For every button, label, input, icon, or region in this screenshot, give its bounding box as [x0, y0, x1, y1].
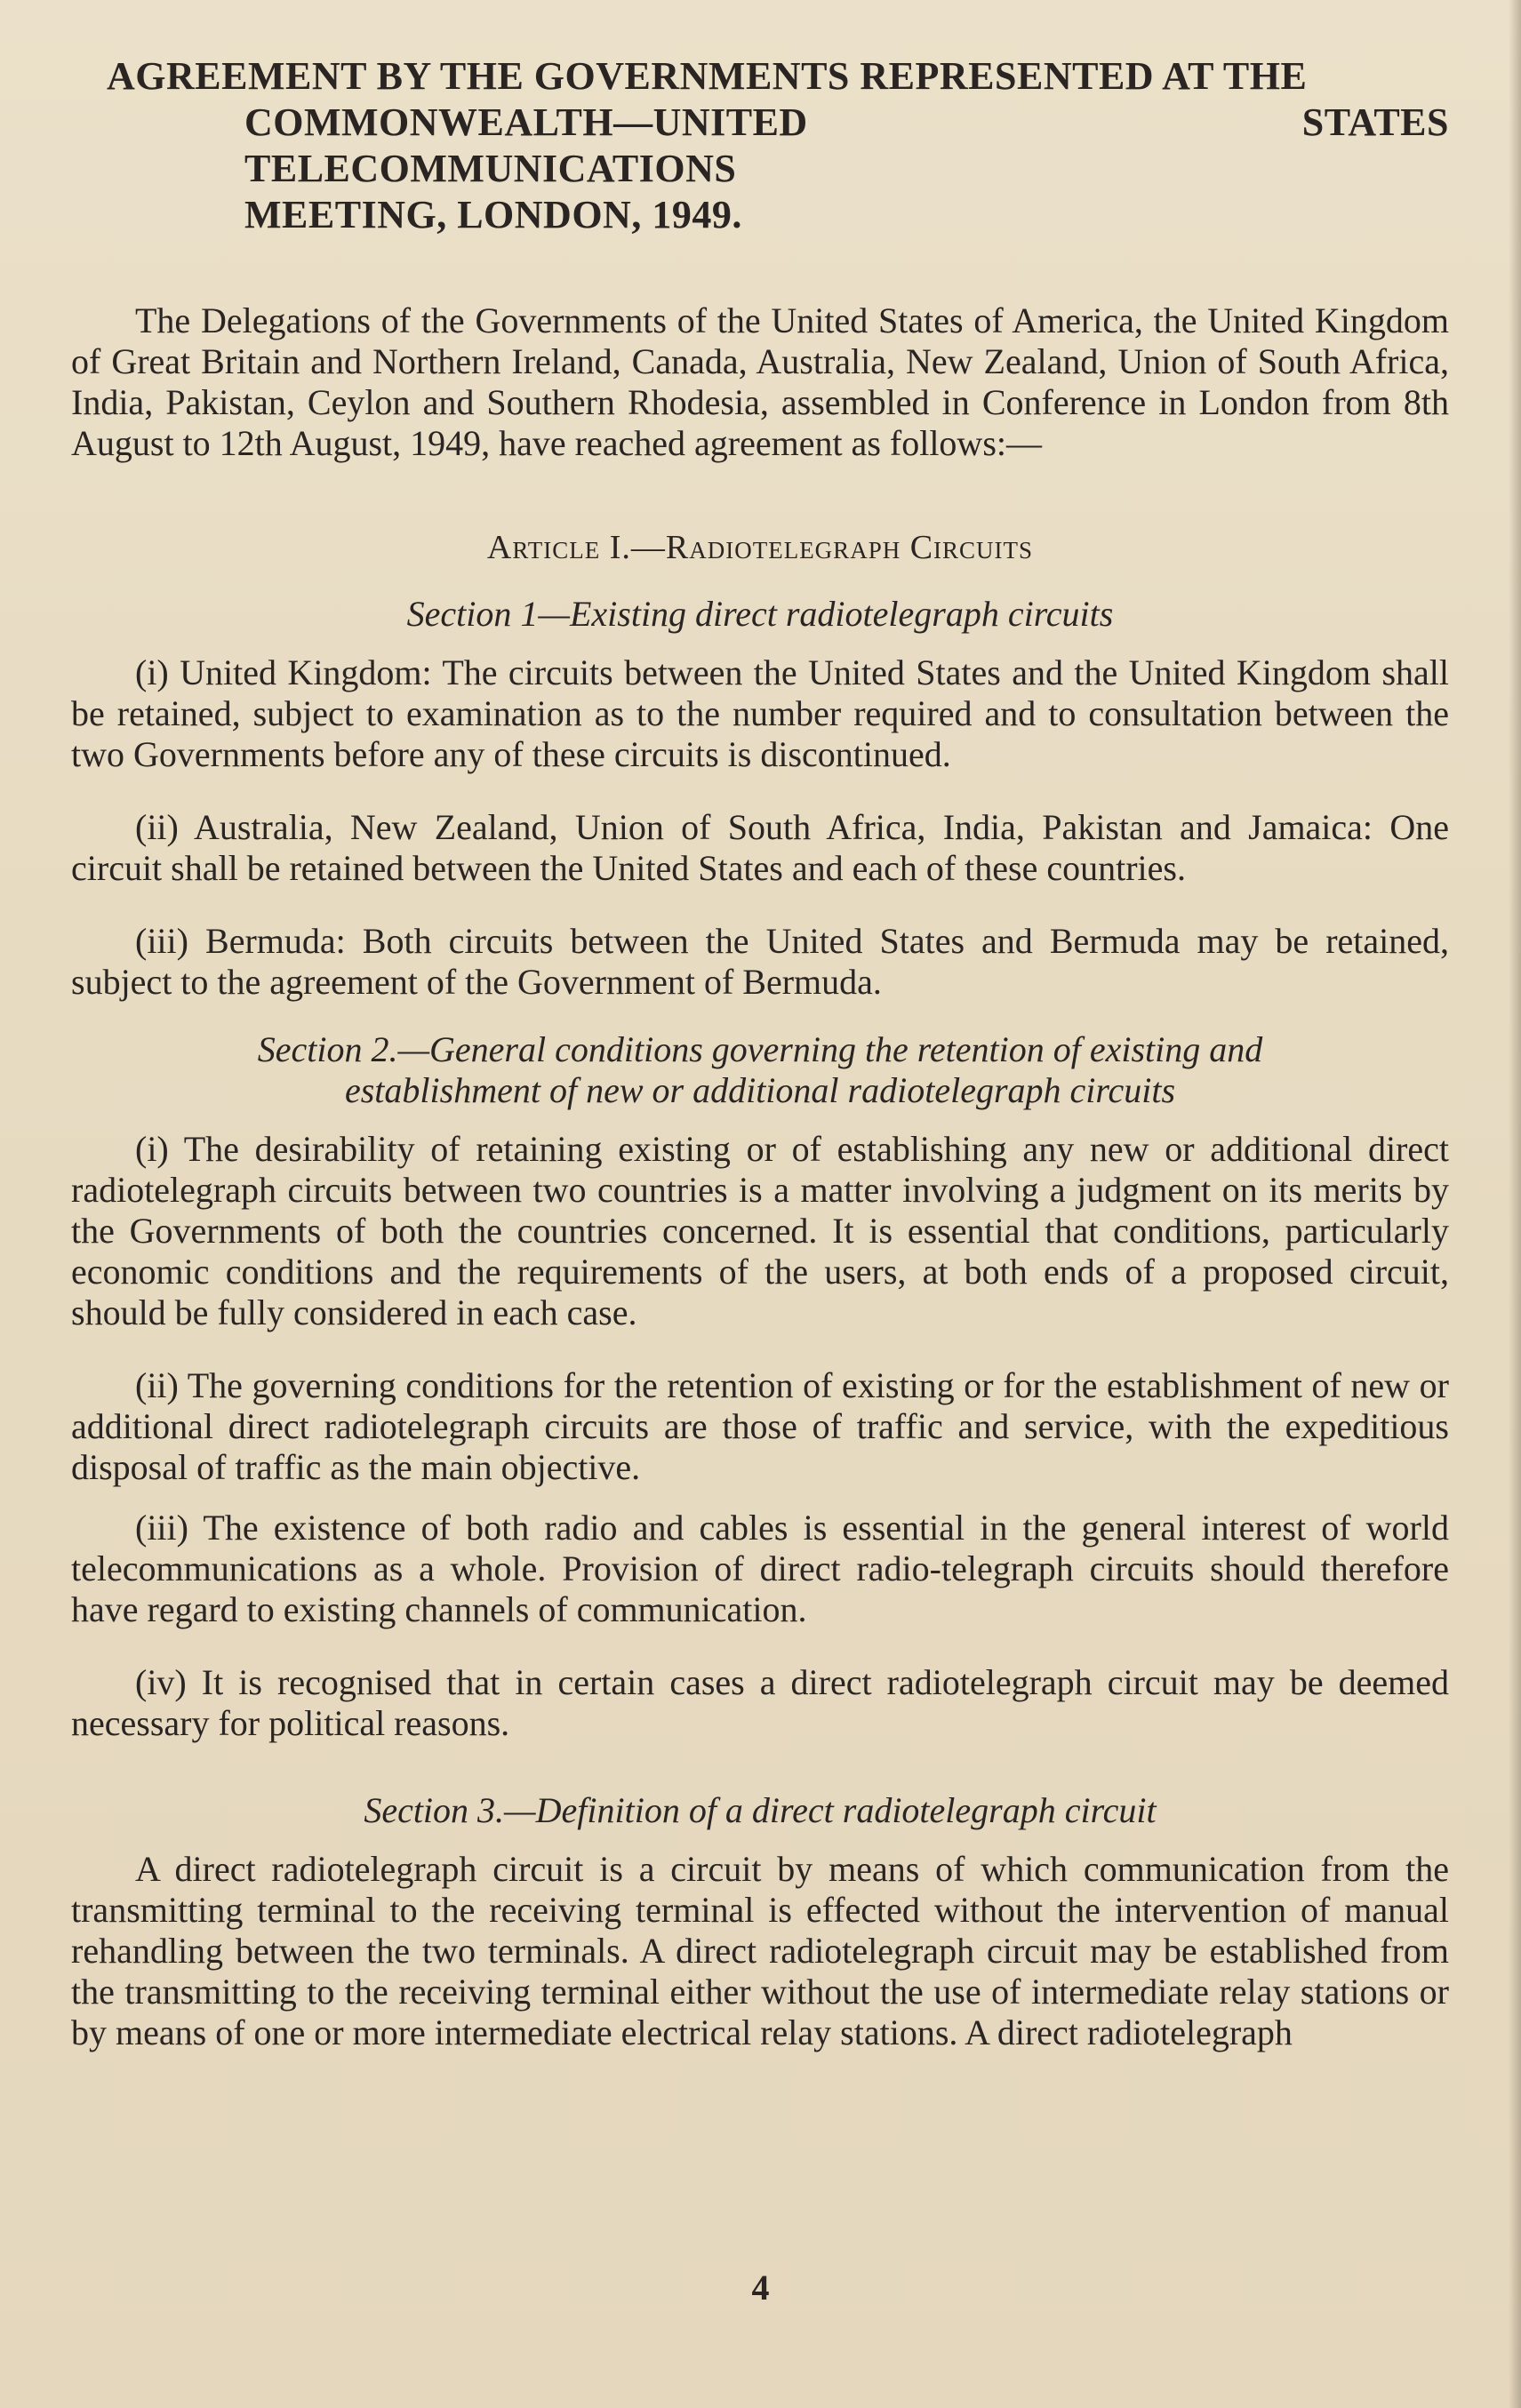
section-1-paragraph-iii: (iii) Bermuda: Both circuits between the United States and Bermuda may be retained, subject to the agreement of the Government of Bermuda. — [71, 921, 1449, 1002]
article-1-heading: Article I.—Radiotelegraph Circuits — [486, 529, 1034, 566]
page-edge-shadow — [1509, 0, 1521, 2408]
section-2-paragraph-ii: (ii) The governing conditions for the retention of existing or for the establishment of new or additional direct radiotelegraph circuits are those of traffic and service, with the expeditious disposal of traffic as the main objective. — [71, 1365, 1449, 1487]
section-2-heading — [71, 1029, 1449, 1111]
intro-paragraph: The Delegations of the Governments of the United States of America, the United Kingdom of Great Britain and Northern Ireland, Canada, Australia, New Zealand, Union of South Africa, India, Pakistan, Ceylon and Southern Rhodesia, assembled in Conference in London from 8th August to 12th August, 1949, have reached agreement as follows:— — [71, 300, 1449, 463]
section-1-paragraph-ii: (ii) Australia, New Zealand, Union of South Africa, India, Pakistan and Jamaica: One circuit shall be retained between the United States and each of these countries. — [71, 807, 1449, 888]
title-line-1: AGREEMENT BY THE GOVERNMENTS REPRESENTED AT THE — [107, 54, 1308, 98]
section-2-paragraph-iv: (iv) It is recognised that in certain cases a direct radiotelegraph circuit may be deemed necessary for political reasons. — [71, 1662, 1449, 1743]
section-2-heading-line-1: Section 2.—General conditions governing the retention of existing and — [257, 1029, 1263, 1069]
page-number: 4 — [751, 2268, 770, 2308]
document-title — [107, 53, 1449, 238]
section-2-paragraph-iii: (iii) The existence of both radio and cables is essential in the general interest of world telecommunications as a whole. Provision of direct radio-telegraph circuits should therefore have regard to existing channels of communication. — [71, 1508, 1449, 1629]
section-2-heading-line-2: establishment of new or additional radiotelegraph circuits — [344, 1070, 1176, 1110]
section-1-heading: Section 1—Existing direct radiotelegraph circuits — [406, 594, 1114, 634]
section-3-paragraph: A direct radiotelegraph circuit is a circuit by means of which communication from the transmitting terminal to the receiving terminal is effected without the intervention of manual rehandling between the two terminals. A direct radiotelegraph circuit may be established from the transmitting to the receiving terminal either without the use of intermediate relay stations or by means of one or more intermediate electrical relay stations. A direct radiotelegraph — [71, 1849, 1449, 2052]
title-line-3: MEETING, LONDON, 1949. — [244, 193, 742, 236]
section-2-paragraph-i: (i) The desirability of retaining existing or of establishing any new or additional direct radiotelegraph circuits between two countries is a matter involving a judgment on its merits by the Governments of both the countries concerned. It is essential that conditions, particularly economic conditions and the requirements of the users, at both ends of a proposed circuit, should be fully considered in each case. — [71, 1129, 1449, 1332]
page-content — [71, 53, 1449, 2053]
section-3-heading: Section 3.—Definition of a direct radiotelegraph circuit — [364, 1790, 1157, 1830]
title-line-2: COMMONWEALTH—UNITED STATES TELECOMMUNICATIONS — [244, 100, 1449, 190]
section-1-paragraph-i: (i) United Kingdom: The circuits between the United States and the United Kingdom shall be retained, subject to examination as to the number required and to consultation between the two Governments before any of these circuits is discontinued. — [71, 652, 1449, 774]
